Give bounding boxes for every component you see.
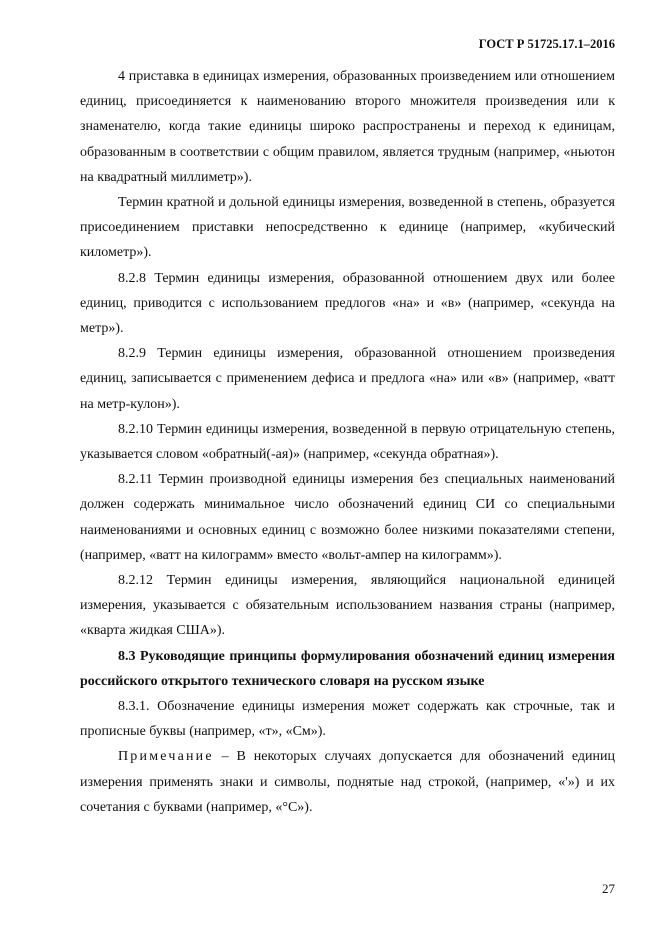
paragraph-multiple-units: Термин кратной и дольной единицы измерения, возведенной в степень, образуется присоединением приставки непосредственно к единице (например, «кубический километр»). bbox=[80, 195, 615, 261]
document-code-header: ГОСТ Р 51725.17.1–2016 bbox=[478, 37, 615, 51]
section-heading-8-3: 8.3 Руководящие принципы формулирования обозначений единиц измерения российского открытого технического словаря на русском языке bbox=[80, 648, 615, 689]
page-body bbox=[80, 64, 615, 820]
note-label: Примечание bbox=[118, 749, 214, 765]
paragraph-8-2-10: 8.2.10 Термин единицы измерения, возведенной в первую отрицательную степень, указывается словом «обратный(-ая)» (например, «секунда обратная»). bbox=[80, 421, 615, 463]
note-text: – В некоторых случаях допускается для обозначений единиц измерения применять знаки и символы, поднятые над строкой, (например, «'») и их сочетания с буквами (например, «°С»). bbox=[80, 749, 615, 815]
paragraph-8-2-11: 8.2.11 Термин производной единицы измерения без специальных наименований должен содержать минимальное число обозначений единиц СИ со специальными наименованиями и основных единиц с возможно более низкими показателями степени, (например, «ватт на килограмм» вместо «вольт-ампер на килограмм»). bbox=[80, 472, 615, 563]
paragraph-8-2-12: 8.2.12 Термин единицы измерения, являющийся национальной единицей измерения, указывается с обязательным использованием названия страны (например, «кварта жидкая США»). bbox=[80, 573, 615, 639]
page-number: 27 bbox=[602, 881, 615, 896]
paragraph-8-2-9: 8.2.9 Термин единицы измерения, образованной отношением произведения единиц, записывается с применением дефиса и предлога «на» или «в» (например, «ватт на метр-кулон»). bbox=[80, 346, 615, 412]
paragraph-8-2-8: 8.2.8 Термин единицы измерения, образованной отношением двух или более единиц, приводится с использованием предлогов «на» и «в» (например, «секунда на метр»). bbox=[80, 270, 615, 337]
note-paragraph bbox=[80, 744, 615, 820]
paragraph-8-3-1: 8.3.1. Обозначение единицы измерения может содержать как строчные, так и прописные буквы (например, «т», «См»). bbox=[80, 699, 615, 740]
paragraph-item-4: 4 приставка в единицах измерения, образованных произведением или отношением единиц, присоединяется к наименованию второго множителя произведения или к знаменателю, когда такие единицы широко распространены и переход к единицам, образованным в соответствии с общим правилом, является трудным (например, «ньютон на квадратный миллиметр»). bbox=[80, 69, 615, 185]
